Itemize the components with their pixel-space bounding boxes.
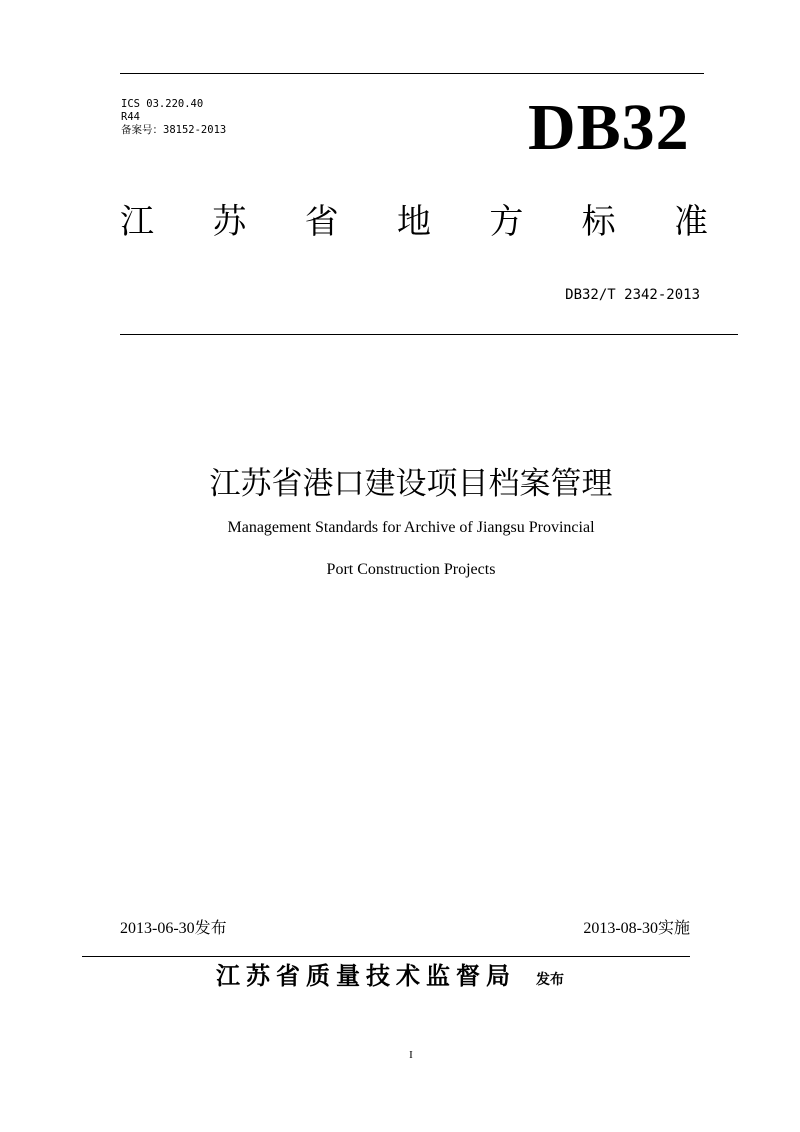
title-english-line-2: Port Construction Projects (326, 561, 496, 578)
filing-number: 备案号：38152-2013 (121, 124, 227, 136)
title-chinese: 江苏省港口建设项目档案管理 (209, 466, 613, 502)
standard-number: DB32/T 2342-2013 (565, 287, 700, 303)
top-divider (120, 73, 704, 74)
standard-type-char: 准 (673, 202, 708, 242)
implementation-date: 2013-08-30实施 (583, 920, 690, 937)
issuer-suffix: 发布 (536, 972, 564, 988)
issuer-line (216, 958, 564, 994)
bottom-divider (82, 956, 690, 957)
standard-type-char: 方 (489, 202, 524, 242)
title-english-line-1: Management Standards for Archive of Jiangsu Provincial (227, 519, 595, 536)
standard-type-char: 省 (304, 202, 339, 242)
standard-type-char: 江 (120, 202, 154, 242)
issuing-authority: 江苏省质量技术监督局 (216, 962, 516, 990)
page-number: I (409, 1049, 413, 1061)
standard-type-char: 标 (581, 202, 616, 242)
db-code-mark: DB32 (528, 91, 690, 164)
standard-type-char: 地 (396, 202, 431, 242)
ics-code: ICS 03.220.40 (121, 98, 204, 110)
ccs-code: R44 (121, 111, 140, 123)
standard-type-char: 苏 (212, 202, 247, 242)
middle-divider (120, 334, 738, 335)
issue-date: 2013-06-30发布 (120, 920, 227, 937)
classification-block (121, 98, 226, 137)
standard-type-heading (120, 200, 708, 244)
